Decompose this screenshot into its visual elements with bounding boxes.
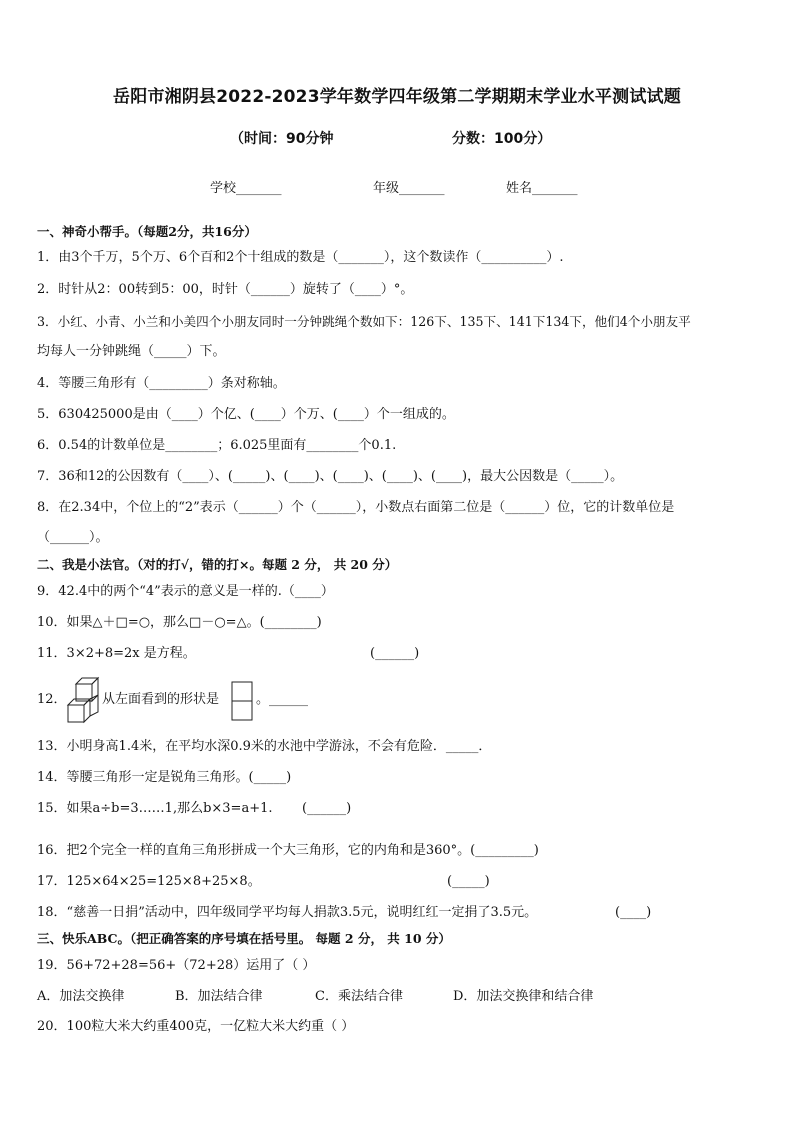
question-15-blank: (______) — [302, 801, 352, 816]
grade-field: 年级_______ — [373, 181, 445, 196]
question-12-number: 12． — [37, 692, 67, 707]
question-19-option-b: B．加法结合律 — [175, 989, 263, 1004]
question-12-answer: 。______ — [256, 692, 309, 707]
section-1-heading: 一、神奇小帮手。（每题2分，共16分） — [37, 224, 257, 239]
name-field: 姓名_______ — [506, 181, 578, 196]
question-11: 11．3×2+8=2x 是方程。 — [37, 646, 196, 661]
question-3-line-1: 3．小红、小青、小兰和小美四个小朋友同时一分钟跳绳个数如下：126下、135下、141下134下，他们4个小朋友平 — [37, 314, 691, 329]
question-5: 5．630425000是由（____）个亿、(____）个万、(____）个一组成的。 — [37, 407, 455, 422]
question-16: 16．把2个完全一样的直角三角形拼成一个大三角形，它的内角和是360°。(_________) — [37, 843, 539, 858]
question-6: 6．0.54的计数单位是________；6.025里面有________个0.1. — [37, 438, 397, 453]
school-field: 学校_______ — [210, 181, 282, 196]
exam-time: （时间：90分钟 — [230, 131, 334, 147]
question-3-line-2: 均每人一分钟跳绳（_____）下。 — [37, 344, 226, 359]
question-20: 20．100粒大米大约重400克，一亿粒大米大约重（ ） — [37, 1019, 355, 1034]
question-19-option-c: C．乘法结合律 — [315, 989, 403, 1004]
question-1: 1．由3个千万，5个万、6个百和2个十组成的数是（_______），这个数读作（__________）. — [37, 250, 564, 265]
question-7: 7．36和12的公因数有（____）、(_____)、(____)、(____)、(____)、(____)，最大公因数是（_____）。 — [37, 469, 624, 484]
section-2-heading: 二、我是小法官。（对的打√，错的打×。每题 2 分， 共 20 分） — [37, 557, 398, 572]
question-15: 15．如果a÷b=3……1,那么b×3=a+1. — [37, 801, 273, 816]
question-12-text: 从左面看到的形状是 — [102, 692, 220, 707]
question-14: 14．等腰三角形一定是锐角三角形。(_____) — [37, 770, 292, 785]
question-18-blank: (____) — [615, 905, 652, 920]
question-18: 18．“慈善一日捐”活动中，四年级同学平均每人捐款3.5元，说明红红一定捐了3.5元。 — [37, 905, 538, 920]
question-19-option-d: D．加法交换律和结合律 — [453, 989, 594, 1004]
stacked-cubes-figure — [66, 674, 100, 724]
question-10: 10．如果△＋□=○，那么□－○=△。(________) — [37, 615, 322, 630]
question-4: 4．等腰三角形有（_________）条对称轴。 — [37, 376, 286, 391]
page-title: 岳阳市湘阴县2022-2023学年数学四年级第二学期期末学业水平测试试题 — [113, 87, 681, 107]
question-17: 17．125×64×25=125×8+25×8。 — [37, 874, 261, 889]
question-9: 9．42.4中的两个“4”表示的意义是一样的.（____） — [37, 584, 334, 599]
question-2: 2．时针从2：00转到5：00，时针（______）旋转了（____）°。 — [37, 282, 414, 297]
question-8-line-1: 8．在2.34中，个位上的“2”表示（______）个（______），小数点右面第二位是（______）位，它的计数单位是 — [37, 500, 675, 515]
question-17-blank: (_____) — [447, 874, 490, 889]
question-11-blank: (______) — [370, 646, 420, 661]
question-13: 13．小明身高1.4米，在平均水深0.9米的水池中学游泳，不会有危险．_____． — [37, 739, 492, 754]
question-19-option-a: A．加法交换律 — [37, 989, 125, 1004]
left-view-figure — [231, 681, 253, 721]
section-3-heading: 三、快乐ABC。（把正确答案的序号填在括号里。 每题 2 分， 共 10 分） — [37, 931, 451, 946]
question-19: 19．56+72+28=56+（72+28）运用了（ ） — [37, 958, 316, 973]
exam-score: 分数：100分） — [452, 131, 552, 147]
question-8-line-2: （______）。 — [37, 530, 109, 545]
